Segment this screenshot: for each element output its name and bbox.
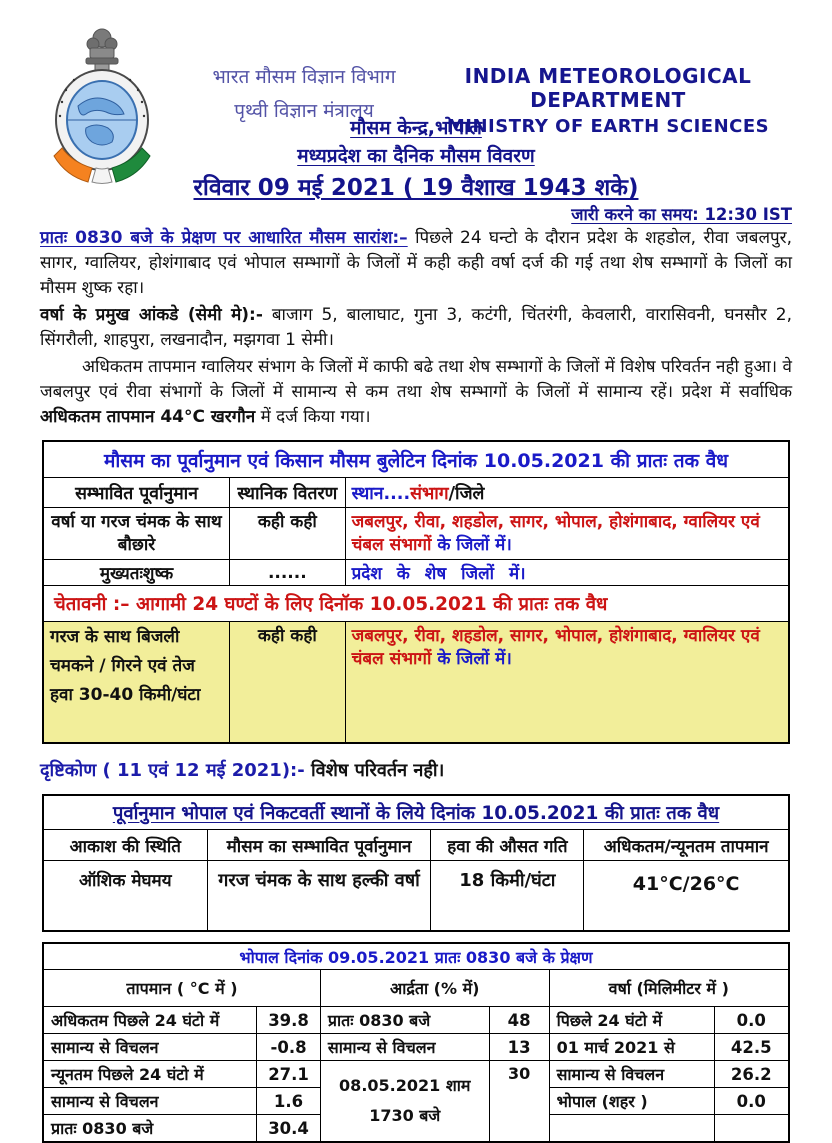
humidity-morning-value: 48 [489, 1007, 549, 1034]
forecast-rain-type: वर्षा या गरज चंमक के साथ बौछारे [43, 508, 230, 560]
observations-row-1 [43, 1007, 789, 1034]
forecast-dry-distribution: ...... [230, 560, 346, 586]
observations-row-3 [43, 1061, 789, 1088]
temp-max-label: अधिकतम पिछले 24 घंटो में [43, 1007, 257, 1034]
temp-max-deviation-value: -0.8 [257, 1034, 321, 1061]
forecast-col-header-distribution: स्थानिक वितरण [230, 478, 346, 508]
rain-since-march-label: 01 मार्च 2021 से [549, 1034, 714, 1061]
warning-distribution: कही कही [230, 622, 346, 744]
rain-bhopal-city-label: भोपाल (शहर ) [549, 1088, 714, 1115]
rain-empty-value [714, 1115, 789, 1143]
city-forecast-wind: 18 किमी/घंटा [431, 861, 584, 932]
bulletin-title: मध्यप्रदेश का दैनिक मौसम विवरण [297, 145, 535, 167]
temp-max-deviation-label: सामान्य से विचलन [43, 1034, 257, 1061]
issue-time: जारी करने का समय: 12:30 IST [571, 205, 792, 224]
city-forecast-title: पूर्वानुमान भोपाल एवं निकटवर्ती स्थानों के लिये दिनांक 10.05.2021 की प्रातः तक वैध [43, 795, 789, 830]
rain-deviation-value: 26.2 [714, 1061, 789, 1088]
document-header [0, 0, 832, 224]
rainfall-figures-paragraph [40, 303, 792, 353]
humidity-deviation-label: सामान्य से विचलन [320, 1034, 489, 1061]
humidity-deviation-value: 13 [489, 1034, 549, 1061]
forecast-dry-type: मुख्यतःशुष्क [43, 560, 230, 586]
rain-24h-label: पिछले 24 घंटो में [549, 1007, 714, 1034]
temp-max-value: 39.8 [257, 1007, 321, 1034]
forecast-table-title: मौसम का पूर्वानुमान एवं किसान मौसम बुलेटिन दिनांक 10.05.2021 की प्रातः तक वैध [43, 441, 789, 478]
summary-body: पिछले 24 घन्टो के दौरान प्रदेश के शहडोल, रीवा जबलपुर, सागर, ग्वालियर, होशंगाबाद एवं भोपाल सम्भागों के जिलों में कही कही वर्षा दर्ज की गई तथा शेष सम्भागों के जिलों का मौसम शुष्क रहा। [40, 228, 792, 298]
org-name-english-line1: INDIA METEOROLOGICAL DEPARTMENT [464, 64, 752, 112]
temperature-part1: अधिकतम तापमान ग्वालियर संभाग के जिलों में काफी बढे तथा शेष सम्भागों के जिलों में विशेष परिवर्तन नही हुआ। वे जबलपुर एवं रीवा संभागों के जिलों में सामान्य से कम तथा शेष सम्भागों के जिलों में सामान्य रहें। प्रदेश में सर्वाधिक [40, 357, 792, 402]
forecast-dry-places: प्रदेश के शेष जिलों में। [345, 560, 789, 586]
city-forecast-header-row [43, 830, 789, 861]
forecast-col-header-place: स्थान....संभाग/जिले [345, 478, 789, 508]
org-name-hindi-line2: पृथ्वी विज्ञान मंत्रालय [234, 100, 374, 123]
org-name-english-line2: MINISTRY OF EARTH SCIENCES [446, 116, 770, 137]
office-title: मौसम केन्द्र,भोपाल [350, 117, 482, 139]
city-forecast-header-weather: मौसम का सम्भावित पूर्वानुमान [207, 830, 431, 861]
group-header-humidity: आर्द्रता (% में) [320, 970, 549, 1007]
rain-deviation-label: सामान्य से विचलन [549, 1061, 714, 1088]
forecast-and-warning-table [42, 440, 790, 744]
city-forecast-header-sky: आकाश की स्थिति [43, 830, 207, 861]
rain-since-march-value: 42.5 [714, 1034, 789, 1061]
city-forecast-table [42, 794, 790, 932]
temperature-part2: में दर्ज किया गया। [255, 407, 371, 427]
temperature-paragraph [40, 355, 792, 430]
city-forecast-header-temp: अधिकतम/न्यूनतम तापमान [584, 830, 789, 861]
rain-empty-label [549, 1115, 714, 1143]
warning-title: चेतावनी :– आगामी 24 घण्टों के लिए दिनॉक 10.05.2021 की प्रातः तक वैध [43, 586, 789, 622]
warning-hazard: गरज के साथ बिजली चमकने / गिरने एवं तेज हवा 30-40 किमी/घंटा [43, 622, 230, 744]
humidity-morning-label: प्रातः 0830 बजे [320, 1007, 489, 1034]
outlook-line [40, 758, 792, 782]
outlook-body: विशेष परिवर्तन नही। [304, 760, 445, 781]
humidity-evening-value: 30 [489, 1061, 549, 1143]
city-forecast-weather: गरज चंमक के साथ हल्की वर्षा [207, 861, 431, 932]
temp-morning-value: 30.4 [257, 1115, 321, 1143]
warning-places: जबलपुर, रीवा, शहडोल, सागर, भोपाल, होशंगाबाद, ग्वालियर एवं चंबल संभागों के जिलों में। [345, 622, 789, 744]
forecast-row-dry [43, 560, 789, 586]
forecast-rain-places: जबलपुर, रीवा, शहडोल, सागर, भोपाल, होशंगाबाद, ग्वालियर एवं चंबल संभागों के जिलों में। [345, 508, 789, 560]
group-header-temperature: तापमान ( °C में ) [43, 970, 320, 1007]
observations-row-2 [43, 1034, 789, 1061]
summary-lead: प्रातः 0830 बजे के प्रेक्षण पर आधारित मौसम सारांश:– [40, 228, 408, 248]
bulletin-date: रविवार 09 मई 2021 ( 19 वैशाख 1943 शके) [193, 175, 639, 201]
observations-table [42, 942, 790, 1143]
temp-min-value: 27.1 [257, 1061, 321, 1088]
city-forecast-temp: 41°C/26°C [584, 861, 789, 932]
forecast-rain-distribution: कही कही [230, 508, 346, 560]
city-forecast-sky: ऑशिक मेघमय [43, 861, 207, 932]
forecast-col-header-probable: सम्भावित पूर्वानुमान [43, 478, 230, 508]
temp-min-label: न्यूनतम पिछले 24 घंटो में [43, 1061, 257, 1088]
rain-24h-value: 0.0 [714, 1007, 789, 1034]
temp-morning-label: प्रातः 0830 बजे [43, 1115, 257, 1143]
city-forecast-data-row [43, 861, 789, 932]
org-name-hindi-line1: भारत मौसम विज्ञान विभाग [212, 66, 396, 88]
observations-group-header-row [43, 970, 789, 1007]
observations-title: भोपाल दिनांक 09.05.2021 प्रातः 0830 बजे के प्रेक्षण [43, 943, 789, 970]
rain-bhopal-city-value: 0.0 [714, 1088, 789, 1115]
group-header-rainfall: वर्षा (मिलिमीटर में ) [549, 970, 789, 1007]
temperature-max-highlight: अधिकतम तापमान 44°C खरगौन [40, 407, 256, 427]
temp-min-deviation-value: 1.6 [257, 1088, 321, 1115]
city-forecast-header-wind: हवा की औसत गति [431, 830, 584, 861]
temp-min-deviation-label: सामान्य से विचलन [43, 1088, 257, 1115]
rainfall-lead: वर्षा के प्रमुख आंकडे (सेमी मे):- [40, 305, 263, 325]
forecast-row-rain [43, 508, 789, 560]
weather-summary-paragraph [40, 226, 792, 301]
warning-row [43, 622, 789, 744]
humidity-evening-label: 08.05.2021 शाम 1730 बजे [320, 1061, 489, 1143]
outlook-lead: दृष्टिकोण ( 11 एवं 12 मई 2021):- [40, 760, 305, 781]
rainfall-body: बाजाग 5, बालाघाट, गुना 3, कटंगी, चिंतरंगी, केवलारी, वारासिवनी, घनसौर 2, सिंगरौली, शाहपुरा, लखनादौन, मझगवा 1 सेमी। [40, 305, 792, 350]
summary-section [40, 226, 792, 430]
